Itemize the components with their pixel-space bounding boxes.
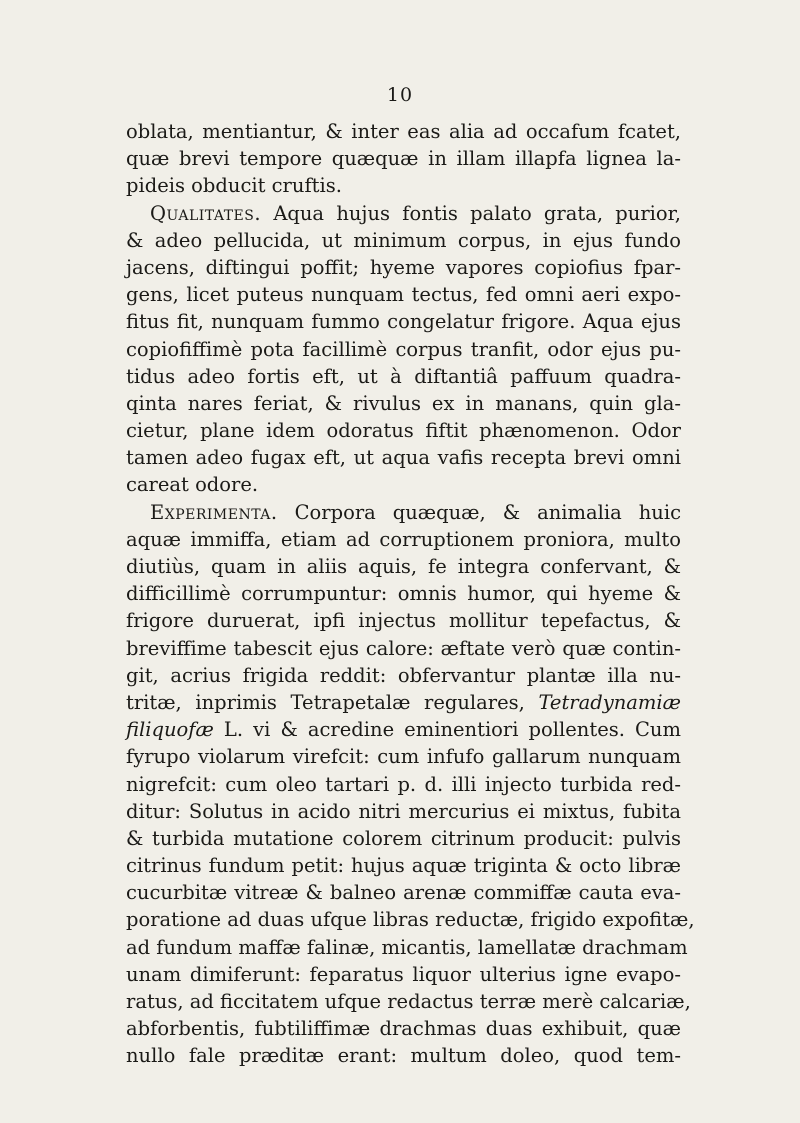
text-line: breviffime tabescit ejus calore: æftate verò quæ contin- [126,636,681,660]
text-line: oblata, mentiantur, & inter eas alia ad occafum fcatet, [126,120,681,143]
text-line: gens, licet puteus nunquam tectus, fed omni aeri expo- [126,283,681,307]
text-line: unam dimiferunt: feparatus liquor ulterius igne evapo- [126,962,681,986]
body-text [126,118,695,1070]
text-line: filiquofæ L. vi & acredine eminentiori pollentes. Cum [126,718,681,742]
text-line: ad fundum maffæ falinæ, micantis, lamellatæ drachmam [126,935,688,959]
text-line: fyrupo violarum virefcit: cum infufo gallarum nunquam [126,745,681,769]
italic-term: filiquofæ [126,718,214,742]
text-line: nigrefcit: cum oleo tartari p. d. illi injecto turbida red- [126,772,681,796]
text-line: cietur, plane idem odoratus fiftit phænomenon. Odor [126,419,681,443]
section-heading: Qualitates. [150,201,262,225]
text-line: Experimenta. Corpora quæquæ, & animalia huic [150,500,681,524]
text-line: git, acrius frigida reddit: obfervantur plantæ illa nu- [126,663,681,687]
text-line: nullo fale præditæ erant: multum doleo, quod tem- [126,1044,681,1068]
text-line: cucurbitæ vitreæ & balneo arenæ commiffæ cauta eva- [126,881,681,905]
text-line: jacens, diftingui poffit; hyeme vapores copiofius fpar- [126,255,681,279]
text-line: tidus adeo fortis eft, ut à diftantiâ paffuum quadra- [126,364,681,388]
text-line: diutiùs, quam in aliis aquis, fe integra confervant, & [126,555,681,578]
text-line: poratione ad duas ufque libras reductæ, frigido expofitæ, [126,908,695,932]
text-line: ditur: Solutus in acido nitri mercurius ei mixtus, fubita [126,799,681,823]
text-line: & turbida mutatione colorem citrinum producit: pulvis [126,826,681,850]
text-line: ratus, ad ficcitatem ufque redactus terræ merè calcariæ, [126,990,691,1013]
text-line: difficillimè corrumpuntur: omnis humor, qui hyeme & [126,582,681,606]
text-line: fitus fit, nunquam fummo congelatur frigore. Aqua ejus [126,310,681,334]
text-line: aquæ immiffa, etiam ad corruptionem proniora, multo [126,527,681,551]
text-line: tritæ, inprimis Tetrapetalæ regulares, Tetradynamiæ [126,690,681,714]
text-line: Qualitates. Aqua hujus fontis palato grata, purior, [150,201,681,225]
text-line: tamen adeo fugax eft, ut aqua vafis recepta brevi omni [126,446,681,470]
text-line: copiofiffimè pota facillimè corpus tranfit, odor ejus pu- [126,337,681,361]
text-line: quæ brevi tempore quæquæ in illam illapfa lignea la- [126,147,681,171]
text-line: citrinus fundum petit: hujus aquæ triginta & octo libræ [126,854,681,878]
text-line: careat odore. [126,473,259,497]
text-line: frigore duruerat, ipfi injectus mollitur tepefactus, & [126,609,681,633]
text-line: abforbentis, fubtiliffimæ drachmas duas exhibuit, quæ [126,1017,681,1041]
section-heading: Experimenta. [150,500,278,524]
text-line: & adeo pellucida, ut minimum corpus, in ejus fundo [126,228,681,252]
text-line: pideis obducit cruftis. [126,174,342,198]
text-line: qinta nares feriat, & rivulus ex in manans, quin gla- [126,391,681,415]
italic-term: Tetradynamiæ [538,690,681,714]
page-number: 10 [386,84,414,106]
